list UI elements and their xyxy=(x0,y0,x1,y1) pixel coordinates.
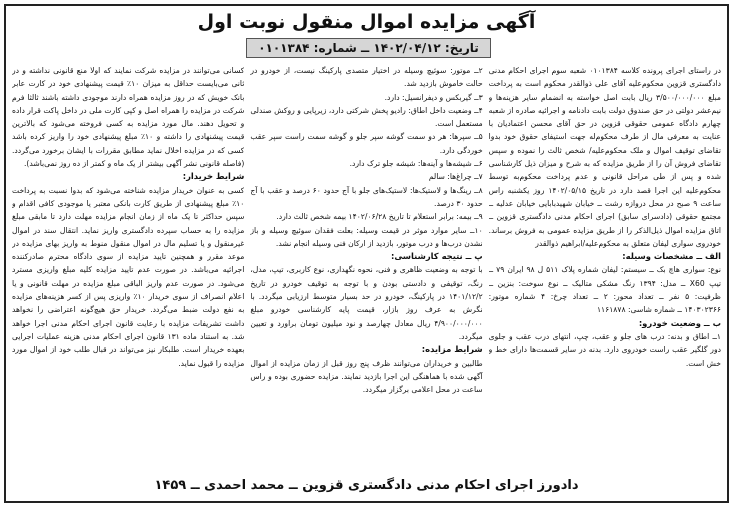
paragraph: ۵ــ سپرها: هر دو سمت گوشه سپر جلو و گوشه سمت راست سپر عقب خوردگی دارد. xyxy=(250,132,483,155)
ad-frame xyxy=(4,4,729,503)
paragraph: ۳ــ گیربکس و دیفرانسیل: دارد. xyxy=(384,92,483,102)
paragraph: ۱۰ــ سایر موارد موثر در قیمت وسیله: بعلت فقدان سوئیچ وسیله و باز نشدن درب‌ها و درب موتور، بازدید از ارکان فنی وسیله انجام نشد. xyxy=(250,225,483,248)
ad-title: آگهی مزایده اموال منقول نوبت اول xyxy=(197,11,536,33)
ad-columns xyxy=(12,64,721,474)
paragraph: کسی به عنوان خریدار مزایده شناخته می‌شود که بدوا نسبت به پرداخت ۱۰٪ مبلغ پیشنهادی از طریق کارت بانکی معتبر یا موجودی کافی اقدام و سپس حداکثر تا یک ماه از زمان انجام مزایده مهلت دارد تا مابقی مبلغ مزایده را به حساب سپرده دادگستری واریز نماید. انتقال سند در اموال غیرمنقول و یا تسلیم مال در اموال منقول منوط به واریز بهای مزایده در موعد مقرر و همچنین تایید مزایده از سوی دادگاه محترم صادرکننده اجرائیه می‌باشد. در صورت عدم تایید مزایده کلیه مبلغ واریزی مسترد می‌شود. در صورت عدم واریز الباقی مبلغ مزایده در مهلت قانونی و یا اعلام انصراف از سوی خریدار ۱۰٪ واریزی پس از کسر هزینه‌های مزایده به نفع دولت ضبط می‌گردد. خریدار حق هیچ‌گونه اعتراضی را نخواهد داشت تشریفات مزایده با رعایت قانون اجرای احکام مدنی اجرا خواهد شد. به استناد ماده ۱۳۱ قانون اجرای احکام مدنی هزینه عملیات اجرایی بعهده خریدار است. طلبکار نیز می‌تواند در قبال طلب خود از اموال مورد مزایده را قبول نماید. xyxy=(12,185,245,368)
paragraph: ۷ــ چراغ‌ها: سالم xyxy=(428,172,483,182)
column-middle xyxy=(250,64,482,474)
paragraph: ۴ــ وضعیت داخل اطاق: رادیو پخش شرکتی دارد، زیرپایی و روکش صندلی مستعمل است. xyxy=(250,105,483,129)
section-heading: پ ــ نتیجه کارشناسی: xyxy=(390,251,483,262)
column-right xyxy=(489,64,721,474)
section-heading: الف ــ مشخصات وسیله: xyxy=(622,251,721,262)
paragraph: نوع: سواری هاچ بک ــ سیستم: لیفان شماره پلاک ۵۱۱ ل ۹۸ ایران ۷۹ ــ تیپ X60 ــ مدل: ۱۳۹۴ رنگ مشکی متالیک ــ نوع سوخت: بنزین ــ ظرفیت: ۵ نفر ــ تعداد محور: ۲ ــ تعداد چرخ: ۴ شماره موتور: ۱۴۰۳۰۲۳۶۶ ــ شماره شاسی: ۱۱۶۱۸۷۸ xyxy=(488,265,721,315)
paragraph: با توجه به وضعیت ظاهری و فنی، نحوه نگهداری، نوع کاربری، تیپ، مدل، رنگ، توقیفی و دادستی بودن و با توجه به توقیف خودرو در تاریخ ۱۴۰۱/۱۲/۲ در پارکینگ، خودرو در حد بسیار متوسط ارزیابی میگردد. با نگرش به عرف روز بازار، قیمت پایه کارشناسی خودرو مبلغ ۴/۹۰۰/۰۰۰/۰۰۰ ریال معادل چهارصد و نود میلیون تومان براورد و تعیین میگردد. xyxy=(250,265,483,341)
paragraph: طالبین و خریداران می‌توانند ظرف پنج روز قبل از زمان مزایده از اموال آگهی شده با هماهنگی این اجرا بازدید نمایند. مزایده حضوری بوده و راس ساعت در محل اعلامی برگزار میگردد. xyxy=(250,358,483,395)
ad-subtitle-bar: تاریخ: ۱۴۰۲/۰۴/۱۲ ــ شماره: ۰۱۰۱۳۸۴ xyxy=(246,38,491,58)
paragraph: ۹ــ بیمه: برابر استعلام تا تاریخ ۱۴۰۲/۰۶/۲۸ بیمه شخص ثالث دارد. xyxy=(276,212,483,222)
paragraph: ۱ــ اطاق و بدنه: درب های جلو و عقب، چپ، انتهای درب عقب و جلوی دور گلگیر عقب راست خودروی دارد. بدنه در سایر قسمت‌ها دارای خط و خش است. xyxy=(488,331,721,368)
column-left xyxy=(12,64,244,474)
section-heading: ب ــ وضعیت خودرو: xyxy=(638,317,721,328)
paragraph: ۲ــ موتور: سوئیچ وسیله در اختیار متصدی پارکینگ نیست، از خودرو در حالت خاموش بازدید شد. xyxy=(250,66,483,89)
section-heading: شرایط مزایده: xyxy=(421,344,483,355)
paragraph: ۸ــ رینگ‌ها و لاستیک‌ها: لاستیک‌های جلو با آج حدود ۶۰ درصد و عقب با آج حدود ۳۰ درصد. xyxy=(250,185,483,208)
section-heading: شرایط خریدار: xyxy=(182,171,245,182)
ad-footer: دادورز اجرای احکام مدنی دادگستری قزوین ــ محمد احمدی ــ ۱۴۵۹ xyxy=(154,478,579,493)
paragraph: ۶ــ شیشه‌ها و آینه‌ها: شیشه جلو ترک دارد. xyxy=(349,159,483,169)
paragraph: در راستای اجرای پرونده کلاسه ۰۱۰۱۳۸۴ شعبه سوم اجرای احکام مدنی دادگستری قزوین محکوم‌علیه آقای علی ذوالقدر محکوم است به پرداخت مبلغ ۳/۵۰۰/۰۰۰/۰۰۰ ریال بابت اصل خواسته به انضمام سایر هزینه‌ها و نیم‌عشر دولتی در حق صندوق دولت بابت دادنامه و اجرائیه صادره از شعبه چهارم دادگاه عمومی حقوقی قزوین در حق آقای محسن اعتمادیان با عنایت به معرفی مال از طرف محکوم‌له جهت استیفای حقوق خود بدوا تقاضای توقیف اموال و ملک محکوم‌علیه/ شخص ثالث را نموده و سپس تقاضای فروش آن را از طریق مزایده که به شرح و میزان ذیل کارشناسی شده و پس از طی مراحل قانونی و عدم پرداخت محکوم‌به توسط محکوم‌علیه این اجرا قصد دارد در تاریخ ۱۴۰۲/۰۵/۱۵ روز یکشنبه راس ساعت ۹ صبح در محل دروازه رشت ــ خیابان شهیدبابایی خیابان عدلیه ــ مجتمع حقوقی (دادسرای سابق) اجرای احکام مدنی دادگستری قزوین ــ اتاق مزایده اموال ذیل‌الذکر را از طریق مزایده عمومی به فروش برساند. خودروی سواری لیفان متعلق به محکوم‌علیه/ابراهیم ذوالقدر xyxy=(488,66,721,248)
paragraph: کسانی می‌توانند در مزایده شرکت نمایند که اولا منع قانونی نداشته و در ثانی می‌بایست حداقل به میزان ۱۰٪ قیمت پیشنهادی خود در کارت عابر بانک خویش که در روز مزایده همراه دارند موجودی داشته باشند ثالثا فرم شرکت در مزایده را همراه اصل و کپی کارت ملی در داخل پاکت قرار داده و تحویل دهند. مال مورد مزایده به کسی فروخته می‌شود که بالاترین قیمت پیشنهادی را داشته و ۱۰٪ مبلغ پیشنهادی خود را واریز کرده باشد کسی که در مزایده اخلال نماید مطابق مقررات با ایشان برخورد می‌گردد. (فاصله قانونی نشر آگهی بیشتر از یک ماه و کمتر از ده روز نمی‌باشد). xyxy=(12,66,245,169)
